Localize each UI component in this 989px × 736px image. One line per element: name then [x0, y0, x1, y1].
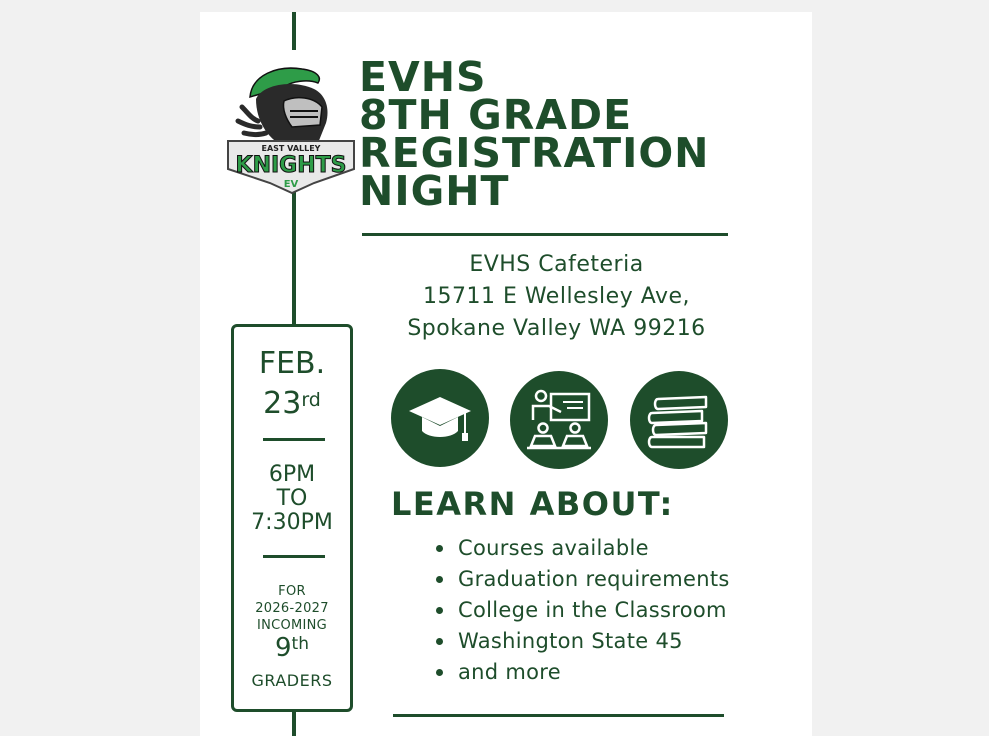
date-divider — [263, 438, 325, 441]
timeline-line-middle — [292, 192, 296, 324]
list-item: and more — [436, 657, 730, 688]
timeline-line-bottom — [292, 712, 296, 736]
time-start: 6PM — [268, 462, 316, 487]
flyer-page — [200, 12, 812, 736]
page-title — [359, 53, 809, 215]
time-divider — [263, 555, 325, 558]
grade-level — [234, 633, 350, 663]
graders-label: GRADERS — [251, 671, 333, 690]
learn-heading: LEARN ABOUT: — [391, 485, 674, 523]
title-line: REGISTRATION — [359, 129, 710, 177]
street-address: 15711 E Wellesley Ave, — [422, 284, 691, 309]
learn-list — [436, 533, 730, 688]
venue: EVHS Cafeteria — [469, 252, 644, 277]
title-line: NIGHT — [359, 167, 510, 215]
title-line: 8TH GRADE — [359, 91, 633, 139]
time-end: 7:30PM — [251, 510, 333, 535]
date-day — [234, 387, 350, 421]
bottom-divider — [393, 714, 724, 717]
date-month: FEB. — [258, 346, 326, 381]
list-item: Graduation requirements — [436, 564, 730, 595]
event-time — [234, 463, 350, 535]
city-address: Spokane Valley WA 99216 — [407, 316, 706, 341]
date-box — [231, 324, 353, 712]
grade-suffix: th — [291, 634, 309, 654]
day-suffix: rd — [301, 389, 321, 411]
audience-label — [234, 583, 350, 634]
title-divider — [362, 233, 728, 236]
graduation-cap-icon — [391, 369, 489, 467]
day-number: 23 — [263, 386, 302, 421]
logo-main-text: KNIGHTS — [235, 153, 347, 178]
timeline-line-top — [292, 12, 296, 50]
incoming-label: INCOMING — [256, 618, 328, 633]
for-label: FOR — [278, 584, 306, 599]
location-block — [370, 249, 743, 345]
year-range: 2026-2027 — [255, 601, 329, 616]
list-item: Washington State 45 — [436, 626, 730, 657]
logo-badge-text: EV — [283, 179, 299, 190]
books-stack-icon — [630, 371, 728, 469]
list-item: College in the Classroom — [436, 595, 730, 626]
time-to: TO — [276, 486, 308, 511]
teacher-classroom-icon — [510, 371, 608, 469]
grade-number: 9 — [275, 633, 292, 663]
knights-logo — [222, 57, 362, 195]
list-item: Courses available — [436, 533, 730, 564]
logo-top-text: EAST VALLEY — [261, 144, 321, 153]
title-line: EVHS — [359, 53, 487, 101]
